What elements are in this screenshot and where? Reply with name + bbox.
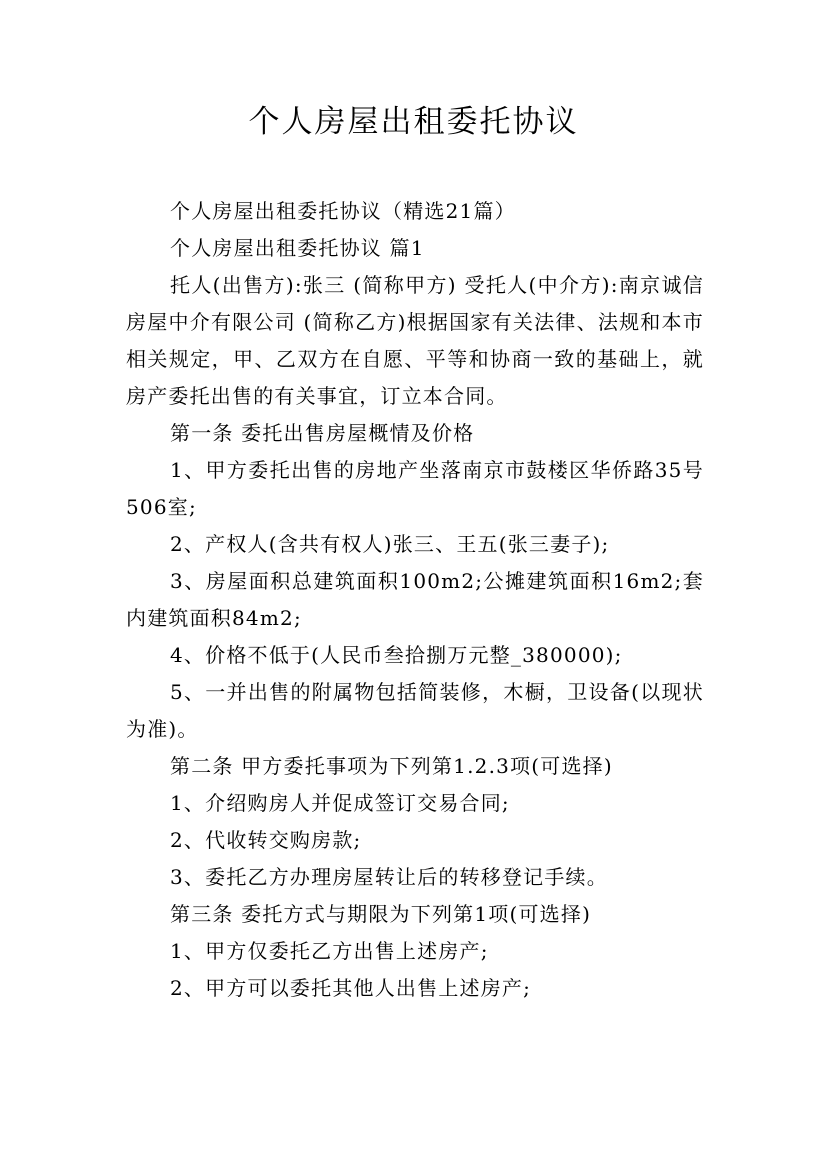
paragraph-clause-2-item-3: 3、委托乙方办理房屋转让后的转移登记手续。 xyxy=(170,865,608,889)
paragraph-clause-2-heading: 第二条 甲方委托事项为下列第1.2.3项(可选择) xyxy=(170,754,613,778)
paragraph-clause-1-item-3: 3、房屋面积总建筑面积100m2;公摊建筑面积16m2;套内建筑面积84m2; xyxy=(126,569,704,630)
paragraph-clause-2-item-1: 1、介绍购房人并促成签订交易合同; xyxy=(170,791,510,815)
paragraph-clause-1-item-1: 1、甲方委托出售的房地产坐落南京市鼓楼区华侨路35号506室; xyxy=(126,458,704,519)
paragraph-article-heading: 个人房屋出租委托协议 篇1 xyxy=(170,236,425,260)
paragraph-clause-1-item-4: 4、价格不低于(人民币叁拾捌万元整_380000); xyxy=(170,643,623,667)
document-title: 个人房屋出租委托协议 xyxy=(248,104,579,140)
paragraph-clause-3-heading: 第三条 委托方式与期限为下列第1项(可选择) xyxy=(170,902,592,926)
paragraph-clause-1-heading: 第一条 委托出售房屋概情及价格 xyxy=(170,421,475,445)
paragraph-clause-1-item-2: 2、产权人(含共有权人)张三、王五(张三妻子); xyxy=(170,532,610,556)
document-body xyxy=(126,193,704,1007)
paragraph-clause-1-item-5: 5、一并出售的附属物包括简装修，木橱，卫设备(以现状为准)。 xyxy=(126,680,704,741)
paragraph-clause-3-item-1: 1、甲方仅委托乙方出售上述房产; xyxy=(170,939,489,963)
paragraph-clause-2-item-2: 2、代收转交购房款; xyxy=(170,828,362,852)
paragraph-parties: 托人(出售方):张三 (简称甲方) 受托人(中介方):南京诚信房屋中介有限公司 (简称乙方)根据国家有关法律、法规和本市相关规定，甲、乙双方在自愿、平等和协商一致的基础上，就房产委托出售的有关事宜，订立本合同。 xyxy=(126,273,704,408)
paragraph-clause-3-item-2: 2、甲方可以委托其他人出售上述房产; xyxy=(170,976,532,1000)
paragraph-collection-title: 个人房屋出租委托协议（精选21篇） xyxy=(170,199,516,223)
